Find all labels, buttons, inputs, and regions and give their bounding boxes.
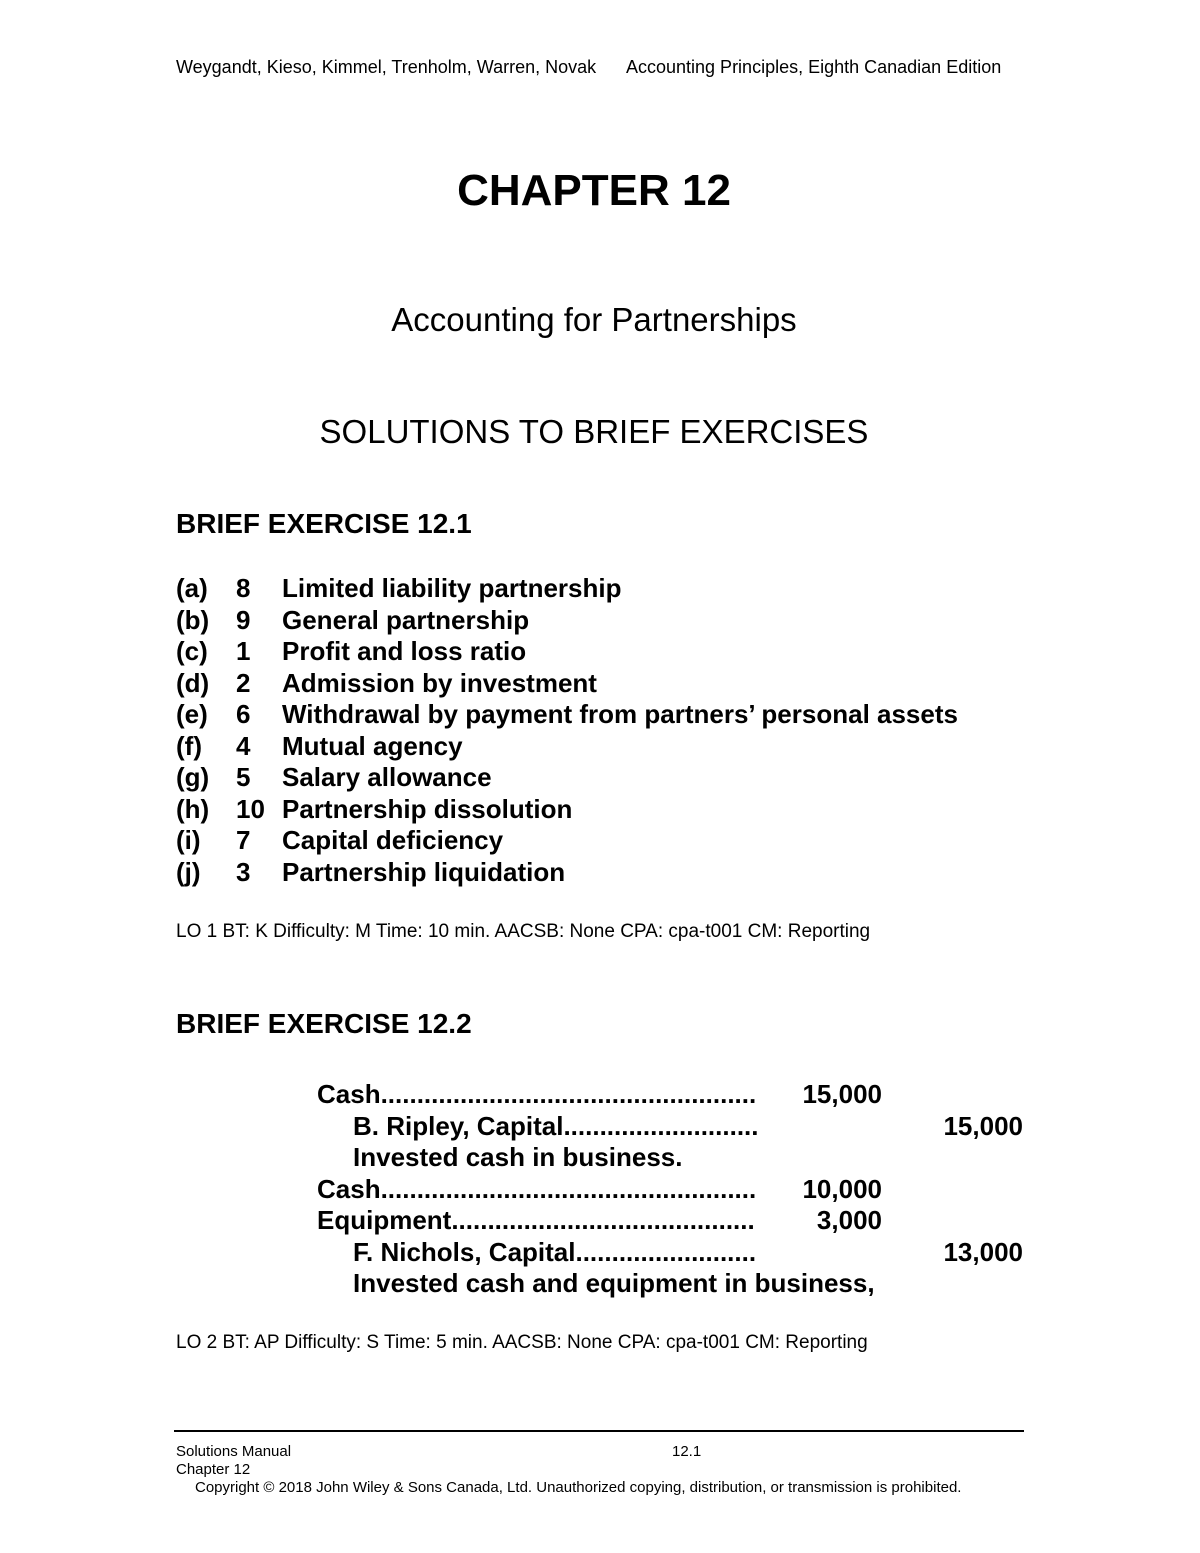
- footer-chapter: Chapter 12: [176, 1461, 251, 1478]
- term-number: 5: [236, 762, 251, 792]
- term-number: 3: [236, 856, 251, 887]
- exercise-2-heading: BRIEF EXERCISE 12.2: [176, 1008, 472, 1039]
- term-letter: (h): [176, 793, 210, 824]
- term-number: 9: [236, 604, 251, 635]
- journal-explanation: Invested cash in business.: [353, 1142, 683, 1172]
- journal-row: [317, 1237, 1037, 1269]
- term-letter: (c): [176, 636, 208, 666]
- term-text: Partnership liquidation: [282, 856, 566, 887]
- term-number: 7: [236, 825, 251, 855]
- term-letter: (b): [176, 604, 210, 635]
- journal-row: [317, 1205, 1037, 1237]
- term-text: Capital deficiency: [282, 825, 504, 855]
- header-authors: Weygandt, Kieso, Kimmel, Trenholm, Warren, Novak: [176, 57, 597, 77]
- term-row: [176, 731, 958, 763]
- chapter-title: CHAPTER 12: [457, 166, 731, 215]
- term-row: [176, 605, 958, 637]
- term-number: 8: [236, 573, 251, 603]
- term-text: General partnership: [282, 604, 530, 635]
- journal-account: Cash....................................................: [317, 1079, 757, 1109]
- term-letter: (a): [176, 573, 208, 603]
- exercise-1-meta: LO 1 BT: K Difficulty: M Time: 10 min. AACSB: None CPA: cpa-t001 CM: Reporting: [176, 921, 871, 942]
- journal-row: [317, 1174, 1037, 1206]
- term-number: 6: [236, 699, 251, 729]
- term-row: [176, 762, 958, 794]
- journal-debit: 10,000: [802, 1173, 882, 1204]
- footer-manual: Solutions Manual: [176, 1443, 292, 1460]
- section-title: SOLUTIONS TO BRIEF EXERCISES: [319, 413, 869, 450]
- footer-copyright: Copyright © 2018 John Wiley & Sons Canada, Ltd. Unauthorized copying, distribution, or transmission is prohibited.: [195, 1479, 962, 1496]
- header-book-title: Accounting Principles, Eighth Canadian Edition: [626, 57, 1002, 77]
- term-row: [176, 699, 958, 731]
- term-list: [176, 573, 958, 888]
- term-letter: (f): [176, 730, 202, 761]
- footer-divider: [174, 1430, 1024, 1432]
- journal-row: [317, 1111, 1037, 1143]
- journal-account: B. Ripley, Capital...........................: [353, 1110, 759, 1141]
- term-text: Partnership dissolution: [282, 793, 573, 824]
- journal-credit: 15,000: [943, 1110, 1023, 1141]
- journal-row: [317, 1142, 1037, 1174]
- term-row: [176, 825, 958, 857]
- journal-account: F. Nichols, Capital.........................: [353, 1236, 757, 1267]
- term-number: 4: [236, 730, 251, 761]
- term-row: [176, 794, 958, 826]
- term-row: [176, 857, 958, 889]
- journal-credit: 13,000: [943, 1236, 1023, 1267]
- term-number: 2: [236, 667, 251, 698]
- journal-explanation: Invested cash and equipment in business,: [353, 1268, 875, 1298]
- journal-debit: 3,000: [816, 1205, 882, 1235]
- page-number: 12.1: [672, 1443, 702, 1460]
- term-row: [176, 573, 958, 605]
- journal-row: [317, 1079, 1037, 1111]
- term-text: Admission by investment: [282, 667, 597, 698]
- term-letter: (j): [176, 856, 201, 887]
- term-text: Withdrawal by payment from partners’ personal assets: [282, 699, 958, 729]
- term-number: 10: [236, 793, 265, 824]
- term-text: Limited liability partnership: [282, 573, 622, 603]
- exercise-2-meta: LO 2 BT: AP Difficulty: S Time: 5 min. AACSB: None CPA: cpa-t001 CM: Reporting: [176, 1332, 868, 1353]
- journal-account: Cash....................................................: [317, 1173, 757, 1204]
- journal-row: [317, 1268, 1037, 1300]
- term-letter: (e): [176, 699, 208, 729]
- journal-entries: [317, 1079, 1037, 1300]
- exercise-1-heading: BRIEF EXERCISE 12.1: [176, 508, 472, 539]
- journal-debit: 15,000: [802, 1079, 882, 1109]
- journal-account: Equipment..........................................: [317, 1205, 755, 1235]
- term-letter: (i): [176, 825, 201, 855]
- term-letter: (d): [176, 667, 210, 698]
- term-row: [176, 668, 958, 700]
- term-letter: (g): [176, 762, 210, 792]
- term-row: [176, 636, 958, 668]
- chapter-subtitle: Accounting for Partnerships: [391, 301, 797, 338]
- term-number: 1: [236, 636, 251, 666]
- term-text: Mutual agency: [282, 730, 463, 761]
- term-text: Salary allowance: [282, 762, 492, 792]
- term-text: Profit and loss ratio: [282, 636, 527, 666]
